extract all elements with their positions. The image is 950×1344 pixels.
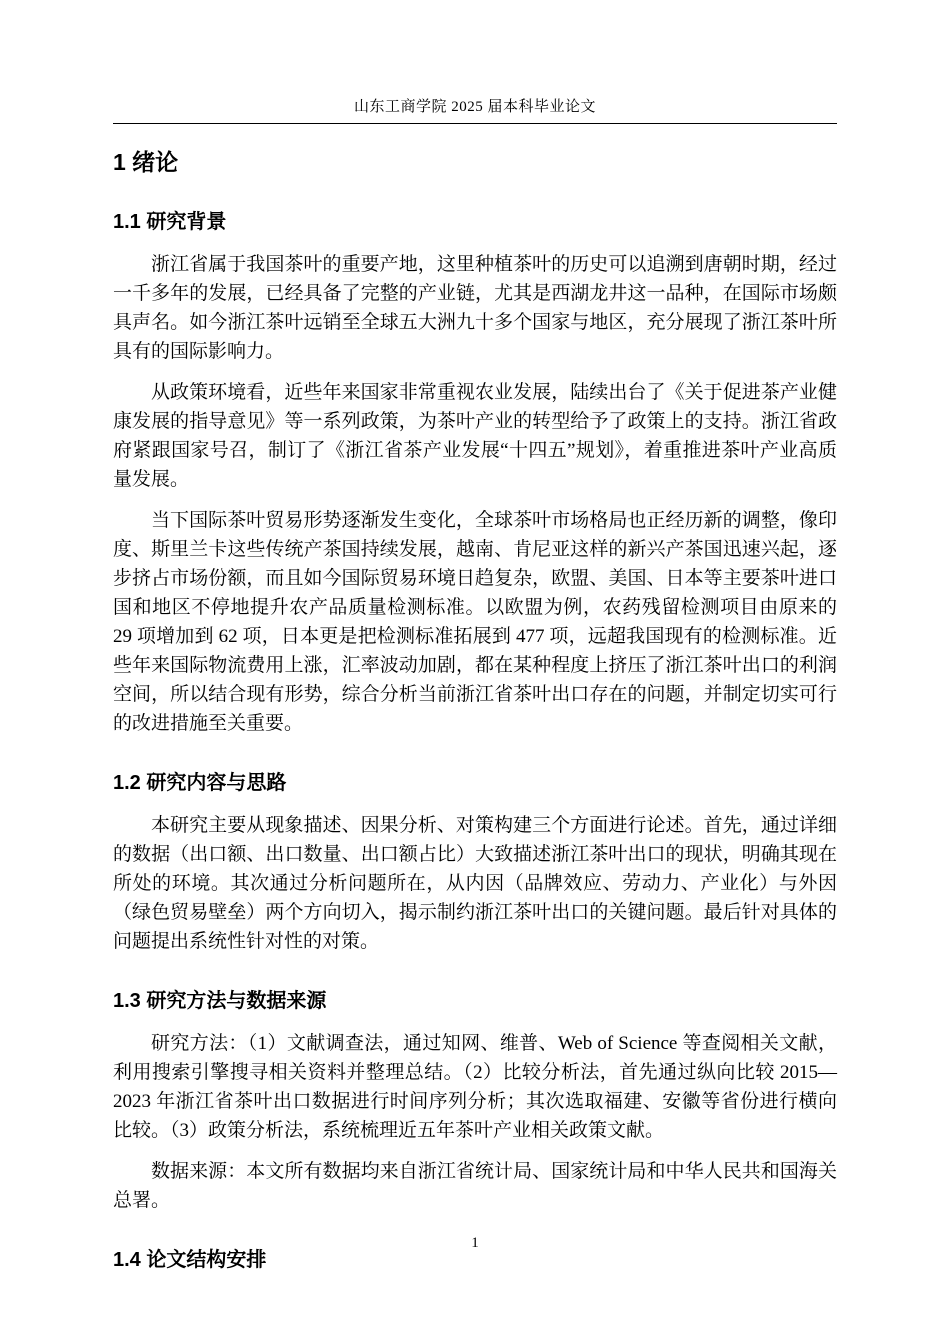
page-header xyxy=(113,95,837,124)
section-heading-1-1: 1.1 研究背景 xyxy=(113,211,227,233)
paragraph: 从政策环境看，近些年来国家非常重视农业发展，陆续出台了《关于促进茶产业健康发展的指导意见》等一系列政策，为茶叶产业的转型给予了政策上的支持。浙江省政府紧跟国家号召，制订了《浙江省茶产业发展“十四五”规划》，着重推进茶叶产业高质量发展。 xyxy=(113,382,837,490)
header-text: 山东工商学院 2025 届本科毕业论文 xyxy=(353,99,596,115)
page-number: 1 xyxy=(471,1235,479,1251)
section-heading-1-4: 1.4 论文结构安排 xyxy=(113,1249,267,1271)
chapter-title: 1 绪论 xyxy=(113,149,179,175)
section-heading-1-3: 1.3 研究方法与数据来源 xyxy=(113,990,327,1012)
paragraph: 浙江省属于我国茶叶的重要产地，这里种植茶叶的历史可以追溯到唐朝时期，经过一千多年的发展，已经具备了完整的产业链，尤其是西湖龙井这一品种，在国际市场颇具声名。如今浙江茶叶远销至全球五大洲九十多个国家与地区，充分展现了浙江茶叶所具有的国际影响力。 xyxy=(113,254,837,362)
paragraph: 本研究主要从现象描述、因果分析、对策构建三个方面进行论述。首先，通过详细的数据（出口额、出口数量、出口额占比）大致描述浙江茶叶出口的现状，明确其现在所处的环境。其次通过分析问题所在，从内因（品牌效应、劳动力、产业化）与外因（绿色贸易壁垒）两个方向切入，揭示制约浙江茶叶出口的关键问题。最后针对具体的问题提出系统性针对性的对策。 xyxy=(113,815,837,952)
paragraph: 数据来源：本文所有数据均来自浙江省统计局、国家统计局和中华人民共和国海关总署。 xyxy=(113,1161,837,1211)
paragraph: 研究方法：（1）文献调查法，通过知网、维普、Web of Science 等查阅相关文献，利用搜索引擎搜寻相关资料并整理总结。（2）比较分析法，首先通过纵向比较 2015—2023 年浙江省茶叶出口数据进行时间序列分析；其次选取福建、安徽等省份进行横向比较。（3）政策分析法，系统梳理近五年茶叶产业相关政策文献。 xyxy=(113,1033,837,1141)
section-heading-1-2: 1.2 研究内容与思路 xyxy=(113,772,287,794)
paragraph: 当下国际茶叶贸易形势逐渐发生变化，全球茶叶市场格局也正经历新的调整，像印度、斯里兰卡这些传统产茶国持续发展，越南、肯尼亚这样的新兴产茶国迅速兴起，逐步挤占市场份额，而且如今国际贸易环境日趋复杂，欧盟、美国、日本等主要茶叶进口国和地区不停地提升农产品质量检测标准。以欧盟为例，农药残留检测项目由原来的 29 项增加到 62 项，日本更是把检测标准拓展到 477 项，远超我国现有的检测标准。近些年来国际物流费用上涨，汇率波动加剧，都在某种程度上挤压了浙江茶叶出口的利润空间，所以结合现有形势，综合分析当前浙江省茶叶出口存在的问题，并制定切实可行的改进措施至关重要。 xyxy=(113,510,837,734)
